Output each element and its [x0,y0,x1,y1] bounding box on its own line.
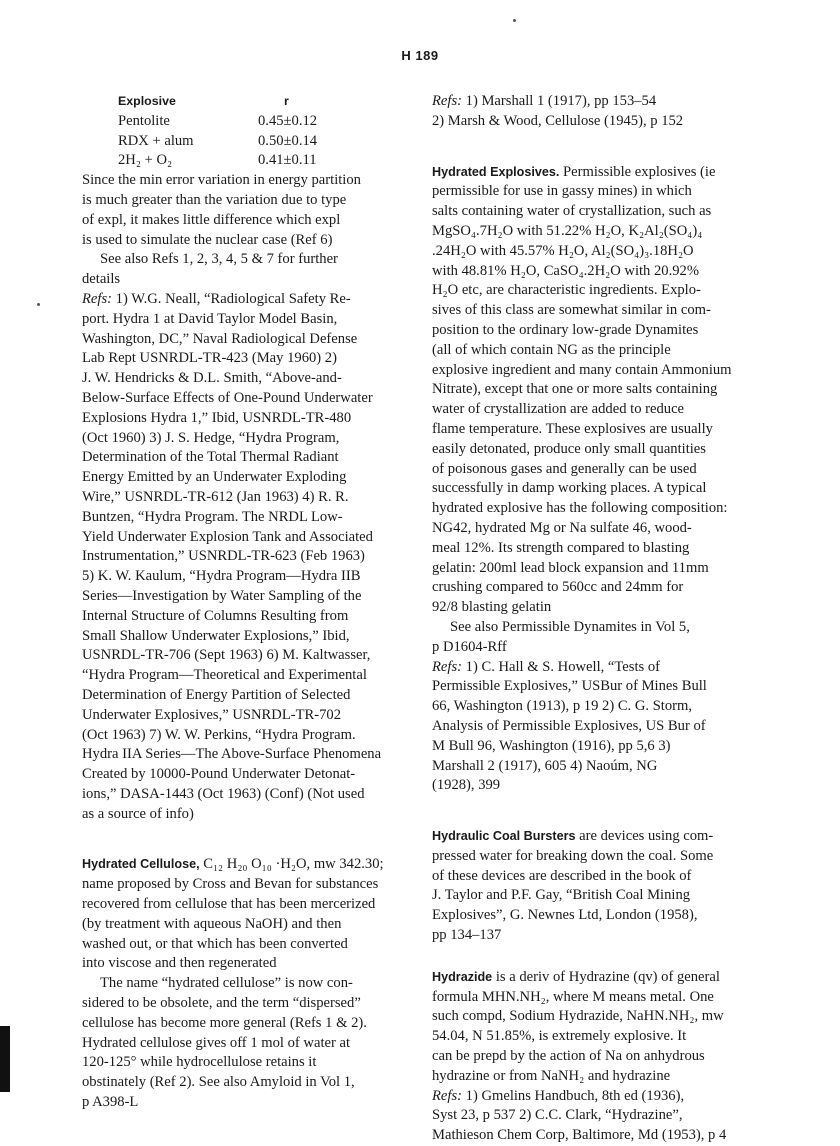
text-line: ions,” DASA-1443 (Oct 1963) (Conf) (Not used [82,785,365,802]
text-line: easily detonated, produce only small quantities [432,440,706,457]
table-cell-r: 0.41±0.11 [258,152,317,169]
table-cell-name: Pentolite [118,112,170,129]
text-line: Determination of Energy Partition of Selected [82,686,351,703]
text-line: Small Shallow Underwater Explosions,” Ibid, [82,627,350,644]
text-line [432,163,772,183]
text-line: Analysis of Permissible Explosives, US Bur of [432,717,706,734]
text-line [432,827,772,847]
table-row [118,112,317,132]
text-line [432,658,772,678]
text-line: M Bull 96, Washington (1916), pp 5,6 3) [432,737,671,754]
hydrated-cellulose-entry [82,855,412,1112]
text-line: 5) K. W. Kaulum, “Hydra Program—Hydra IIB [82,568,361,585]
text-line: J. Taylor and P.F. Gay, “British Coal Mining [432,887,691,904]
entry-heading: Hydrated Cellulose, [82,857,200,872]
text-line: Wire,” USNRDL-TR-612 (Jan 1963) 4) R. R. [82,488,349,505]
text-line: MgSO₄.7H₂O with 51.22% H₂O, K₂Al₂(SO₄)₄ [432,222,703,239]
text-line: Explosions Hydra 1,” Ibid, USNRDL-TR-480 [82,409,352,426]
text-line: p A398-L [82,1094,139,1111]
text-line: (by treatment with aqueous NaOH) and then [82,915,342,932]
text-line: Below-Surface Effects of One-Pound Underwater [82,389,373,406]
text-line: (Oct 1960) 3) J. S. Hedge, “Hydra Program, [82,429,340,446]
text-line: name proposed by Cross and Bevan for substances [82,876,379,893]
text-line: Hydra IIA Series—The Above-Surface Phenomena [82,746,382,763]
text-line [432,1087,772,1107]
text-line: Underwater Explosives,” USNRDL-TR-702 [82,706,341,723]
text-line: position to the ordinary low-grade Dynamites [432,321,699,338]
text-line: water of crystallization are added to reduce [432,401,685,418]
ref-text: 1) C. Hall & S. Howell, “Tests of [462,658,660,675]
text-line: See also Refs 1, 2, 3, 4, 5 & 7 for further [100,251,338,268]
text-line: The name “hydrated cellulose” is now con- [100,975,353,992]
text-line: salts containing water of crystallization, such as [432,203,712,220]
text-line: Internal Structure of Columns Resulting from [82,607,349,624]
text-line: J. W. Hendricks & D.L. Smith, “Above-and- [82,370,342,387]
text-line [82,290,412,310]
left-column [82,92,412,1113]
text-line: “Hydra Program—Theoretical and Experimental [82,667,367,684]
entry-heading: Hydrated Explosives. [432,164,560,179]
text-line: of these devices are described in the book of [432,867,692,884]
table-cell-name: RDX + alum [118,132,194,149]
text-line: p D1604-Rff [432,638,507,655]
refs-label: Refs: [432,1087,462,1104]
text-line: (Oct 1963) 7) W. W. Perkins, “Hydra Program. [82,726,356,743]
entry-text: Permissible explosives (ie [559,163,716,180]
explosive-r-table [118,92,317,171]
partition-paragraph [82,171,412,290]
text-line: as a source of info) [82,805,194,822]
text-line: pressed water for breaking down the coal. Some [432,847,714,864]
text-line: Nitrate), except that one or more salts containing [432,381,718,398]
text-line [82,855,412,875]
right-column [432,92,772,1146]
text-line [432,92,772,112]
text-line: (all of which contain NG as the principle [432,341,671,358]
text-line: NG42, hydrated Mg or Na sulfate 46, wood- [432,519,692,536]
hydrazide-entry [432,968,772,1146]
table-row [118,151,317,171]
table-cell-name: 2H₂ + O₂ [118,152,173,169]
table-cell-r: 0.50±0.14 [258,132,318,149]
text-line: with 48.81% H₂O, CaSO₄.2H₂O with 20.92% [432,262,699,279]
hydraulic-coal-bursters-entry [432,827,772,946]
scan-edge-mark [0,1026,10,1092]
cellulose-references [432,92,772,132]
text-line [432,968,772,988]
text-line: is used to simulate the nuclear case (Ref 6) [82,231,333,248]
text-line: crushing compared to 560cc and 24mm for [432,579,684,596]
text-line: See also Permissible Dynamites in Vol 5, [450,618,690,635]
text-line: Buntzen, “Hydra Program. The NRDL Low- [82,508,343,525]
hydra-references [82,290,412,825]
refs-label: Refs: [432,658,462,675]
text-line: sives of this class are somewhat similar in com- [432,302,711,319]
text-line: 54.04, N 51.85%, is extremely explosive. It [432,1028,687,1045]
text-line: Hydrated cellulose gives off 1 mol of water at [82,1034,351,1051]
text-line: formula MHN.NH₂, where M means metal. One [432,988,714,1005]
refs-label: Refs: [82,290,112,307]
text-line: of poisonous gases and generally can be used [432,460,697,477]
refs-label: Refs: [432,93,462,109]
ref-text: 1) W.G. Neall, “Radiological Safety Re- [112,290,351,307]
entry-formula: C₁₂ H₂₀ O₁₀ ·H₂O, mw 342.30; [199,856,384,873]
text-line: Determination of the Total Thermal Radiant [82,449,339,466]
text-line: permissible for use in gassy mines) in which [432,183,692,200]
text-line: obstinately (Ref 2). See also Amyloid in Vol 1, [82,1074,355,1091]
text-line: Lab Rept USNRDL-TR-423 (May 1960) 2) [82,350,337,367]
entry-heading: Hydraulic Coal Bursters [432,829,576,844]
text-line: Energy Emitted by an Underwater Exploding [82,469,347,486]
ref-text: 1) Gmelins Handbuch, 8th ed (1936), [462,1087,685,1104]
text-line: washed out, or that which has been converted [82,935,348,952]
text-line: Mathieson Chem Corp, Baltimore, Md (1953), p 4 [432,1127,727,1144]
scan-speck [513,19,516,22]
text-line: H₂O etc, are characteristic ingredients. Explo- [432,282,701,299]
text-line: 92/8 blasting gelatin [432,599,552,616]
text-line: is much greater than the variation due to type [82,191,347,208]
text-line: Instrumentation,” USNRDL-TR-623 (Feb 1963) [82,548,365,565]
text-line: Marshall 2 (1917), 605 4) Naoúm, NG [432,757,658,774]
table-row [118,132,317,152]
text-line: flame temperature. These explosives are usually [432,420,713,437]
scan-speck [37,303,40,306]
text-line: into viscose and then regenerated [82,955,277,972]
text-line: can be prepd by the action of Na on anhydrous [432,1048,705,1065]
table-header-row [118,92,317,112]
col-header-r: r [284,94,289,108]
text-line: such compd, Sodium Hydrazide, NaHN.NH₂, mw [432,1008,724,1025]
text-line: sidered to be obsolete, and the term “dispersed” [82,995,361,1012]
text-line: Explosives”, G. Newnes Ltd, London (1958), [432,907,698,924]
text-line: recovered from cellulose that has been mercerized [82,896,376,913]
text-line: cellulose has become more general (Refs 1 & 2). [82,1014,367,1031]
text-line: gelatin: 200ml lead block expansion and 11mm [432,559,709,576]
col-header-explosive: Explosive [118,94,176,108]
entry-text: is a deriv of Hydrazine (qv) of general [492,968,720,985]
text-line: 2) Marsh & Wood, Cellulose (1945), p 152 [432,112,684,129]
text-line: Created by 10000-Pound Underwater Detonat- [82,766,356,783]
text-line: explosive ingredient and many contain Ammonium [432,361,732,378]
text-line: hydrated explosive has the following composition: [432,500,728,517]
page-header: H 189 [401,48,439,63]
text-line: Since the min error variation in energy partition [82,172,361,189]
entry-text: are devices using com- [575,828,714,845]
text-line: hydrazine or from NaNH₂ and hydrazine [432,1067,671,1084]
entry-heading: Hydrazide [432,969,493,984]
text-line: 120-125° while hydrocellulose retains it [82,1054,317,1071]
table-cell-r: 0.45±0.12 [258,112,318,129]
text-line: of expl, it makes little difference which expl [82,211,341,228]
hydrated-explosives-entry [432,163,772,797]
text-line: (1928), 399 [432,777,501,794]
text-line: pp 134–137 [432,927,502,944]
text-line: successfully in damp working places. A typical [432,480,707,497]
text-line: 66, Washington (1913), p 19 2) C. G. Storm, [432,698,693,715]
text-line: Yield Underwater Explosion Tank and Associated [82,528,373,545]
text-line: Permissible Explosives,” USBur of Mines Bull [432,678,707,695]
text-line: Syst 23, p 537 2) C.C. Clark, “Hydrazine”, [432,1107,683,1124]
text-line: port. Hydra 1 at David Taylor Model Basin, [82,310,338,327]
text-line: Washington, DC,” Naval Radiological Defense [82,330,358,347]
text-line: USNRDL-TR-706 (Sept 1963) 6) M. Kaltwasser, [82,647,371,664]
ref-text: 1) Marshall 1 (1917), pp 153–54 [462,93,657,109]
text-line: .24H₂O with 45.57% H₂O, Al₂(SO₄)₃.18H₂O [432,242,694,259]
text-line: details [82,271,121,288]
text-line: Series—Investigation by Water Sampling of the [82,587,362,604]
text-line: meal 12%. Its strength compared to blasting [432,539,690,556]
